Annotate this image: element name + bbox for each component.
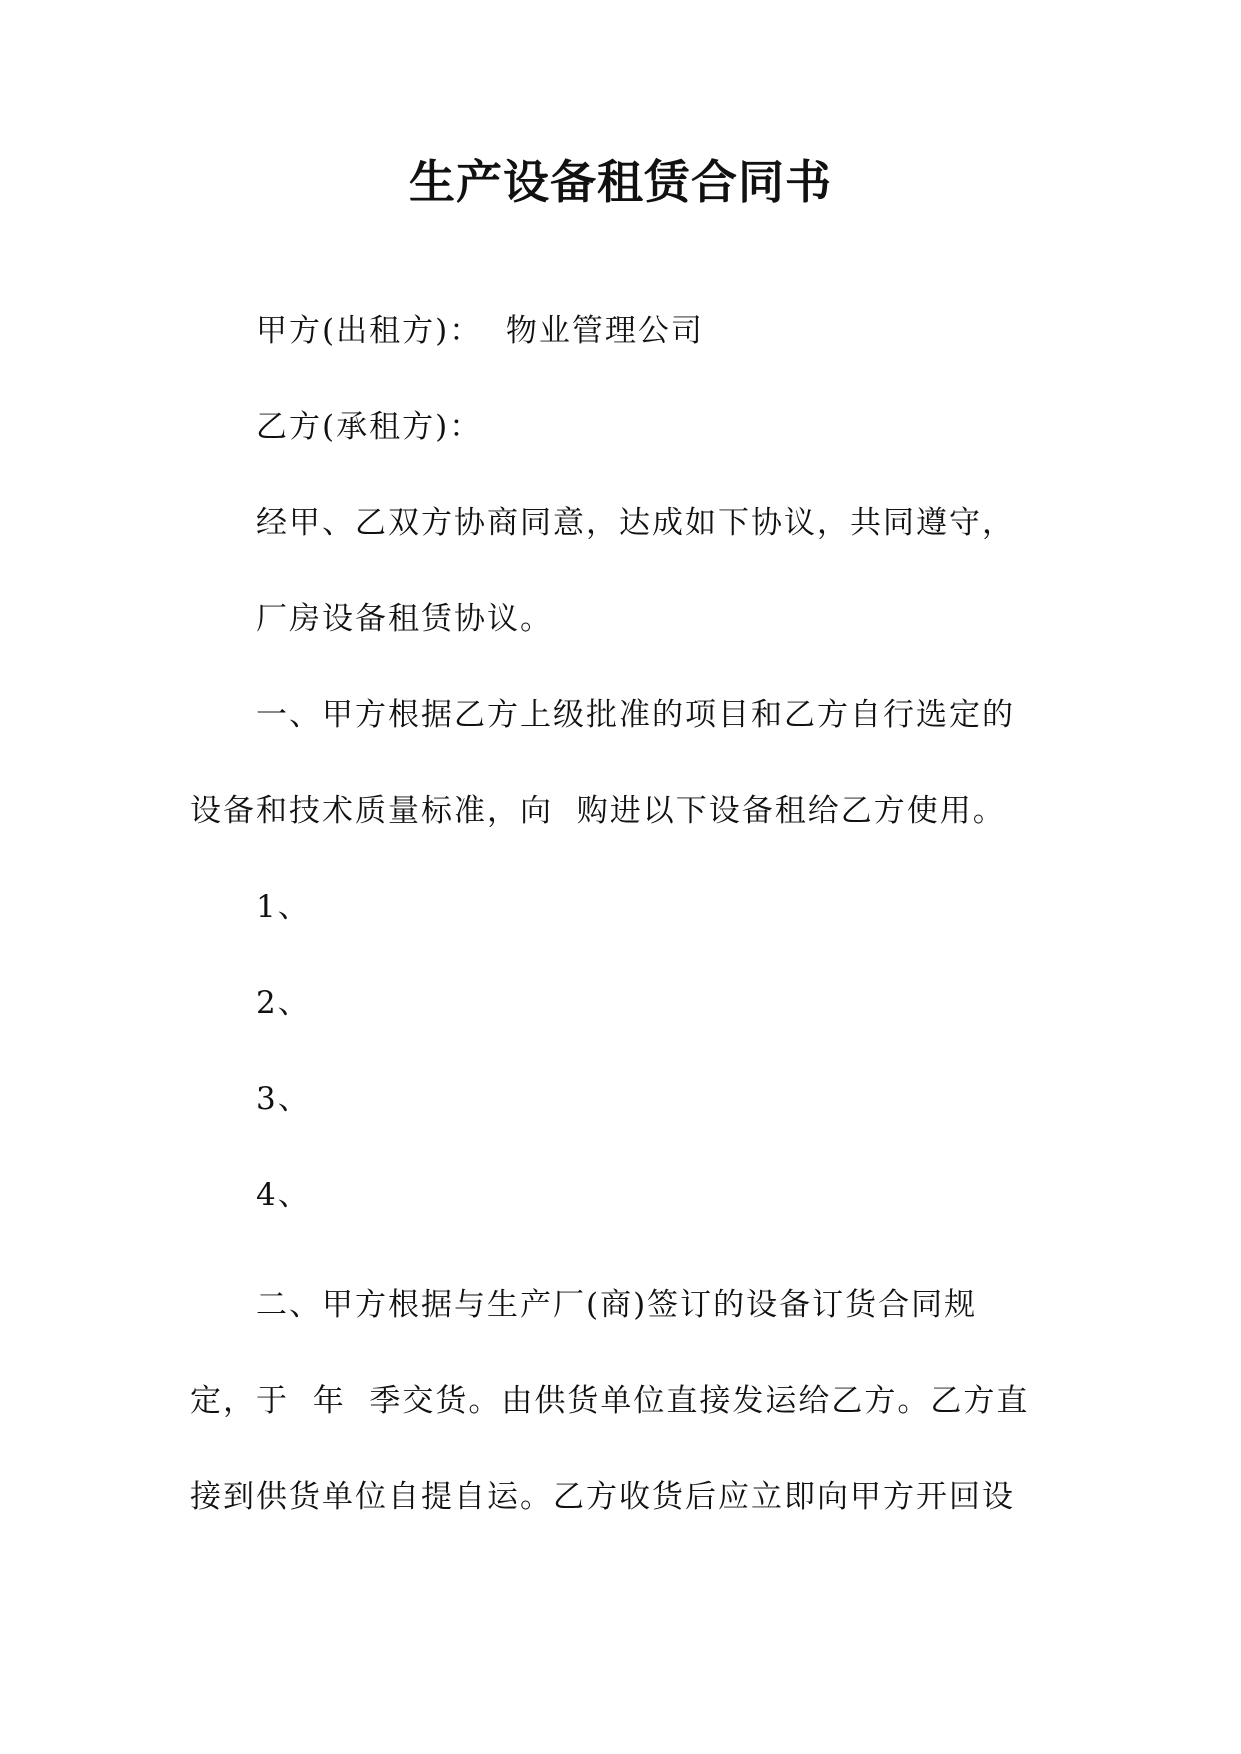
party-a-line: 甲方(出租方)： 物业管理公司 [256, 313, 704, 349]
intro-line-1: 经甲、乙双方协商同意，达成如下协议，共同遵守， [256, 505, 1015, 541]
clause-2-line-1: 二、甲方根据与生产厂(商)签订的设备订货合同规 [256, 1287, 978, 1323]
clause-2-line-2: 定，于 年 季交货。由供货单位直接发运给乙方。乙方直 [190, 1383, 1030, 1419]
document-title: 生产设备租赁合同书 [409, 155, 832, 209]
intro-line-2: 厂房设备租赁协议。 [256, 601, 553, 637]
list-item-2: 2、 [256, 985, 311, 1021]
clause-1-line-2: 设备和技术质量标准，向 购进以下设备租给乙方使用。 [190, 793, 1006, 829]
list-item-1: 1、 [256, 889, 311, 925]
party-b-line: 乙方(承租方)： [256, 409, 483, 445]
list-item-4: 4、 [256, 1177, 311, 1213]
clause-2-line-3: 接到供货单位自提自运。乙方收货后应立即向甲方开回设 [190, 1479, 1015, 1515]
list-item-3: 3、 [256, 1081, 311, 1117]
clause-1-line-1: 一、甲方根据乙方上级批准的项目和乙方自行选定的 [256, 697, 1015, 733]
